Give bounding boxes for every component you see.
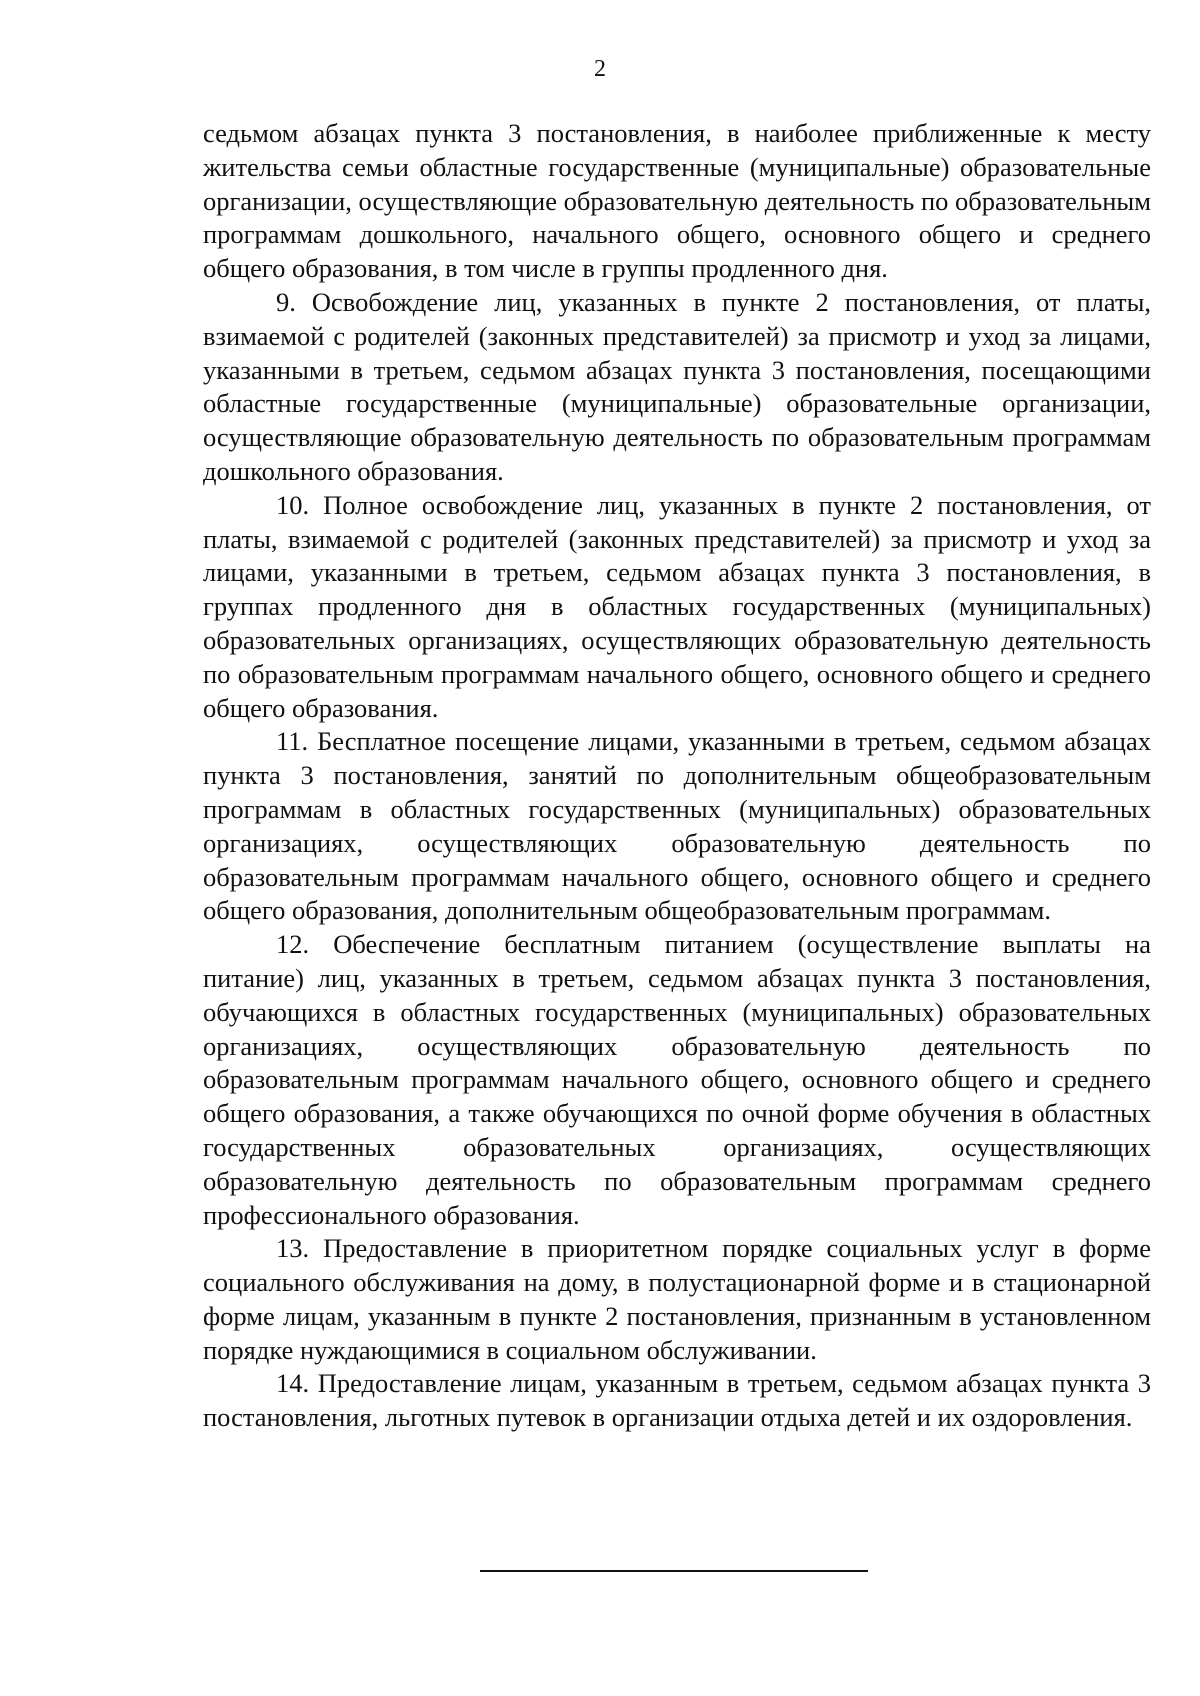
paragraph-item-14: 14. Предоставление лицам, указанным в третьем, седьмом абзацах пункта 3 постановления, льготных путевок в организации отдыха детей и их оздоровления.	[203, 1368, 1151, 1433]
closing-divider-line	[480, 1570, 868, 1572]
paragraph-continuation: седьмом абзацах пункта 3 постановления, в наиболее приближенные к месту жительства семьи областные государственные (муниципальные) образовательные организации, осуществляющие образовательную деятельность по образовательным программам дошкольного, начального общего, основного общего и среднего общего образования, в том числе в группы продленного дня.	[203, 118, 1151, 284]
paragraph-item-12: 12. Обеспечение бесплатным питанием (осуществление выплаты на питание) лиц, указанных в третьем, седьмом абзацах пункта 3 постановления, обучающихся в областных государственных (муниципальных) образовательных организациях, осуществляющих образовательную деятельность по образовательным программам начального общего, основного общего и среднего общего образования, а также обучающихся по очной форме обучения в областных государственных образовательных организациях, осуществляющих образовательную деятельность по образовательным программам среднего профессионального образования.	[203, 929, 1151, 1230]
page-number: 2	[594, 56, 606, 82]
document-body	[203, 117, 1151, 1435]
paragraph-item-9: 9. Освобождение лиц, указанных в пункте 2 постановления, от платы, взимаемой с родителей (законных представителей) за присмотр и уход за лицами, указанными в третьем, седьмом абзацах пункта 3 постановления, посещающими областные государственные (муниципальные) образовательные организации, осуществляющие образовательную деятельность по образовательным программам дошкольного образования.	[203, 286, 1151, 486]
paragraph-item-13: 13. Предоставление в приоритетном порядке социальных услуг в форме социального обслуживания на дому, в полустационарной форме и в стационарной форме лицам, указанным в пункте 2 постановления, признанным в установленном порядке нуждающимися в социальном обслуживании.	[203, 1233, 1151, 1365]
paragraph-item-10: 10. Полное освобождение лиц, указанных в пункте 2 постановления, от платы, взимаемой с родителей (законных представителей) за присмотр и уход за лицами, указанными в третьем, седьмом абзацах пункта 3 постановления, в группах продленного дня в областных государственных (муниципальных) образовательных организациях, осуществляющих образовательную деятельность по образовательным программам начального общего, основного общего и среднего общего образования.	[203, 489, 1151, 723]
paragraph-item-11: 11. Бесплатное посещение лицами, указанными в третьем, седьмом абзацах пункта 3 постановления, занятий по дополнительным общеобразовательным программам в областных государственных (муниципальных) образовательных организациях, осуществляющих образовательную деятельность по образовательным программам начального общего, основного общего и среднего общего образования, дополнительным общеобразовательным программам.	[203, 726, 1151, 926]
